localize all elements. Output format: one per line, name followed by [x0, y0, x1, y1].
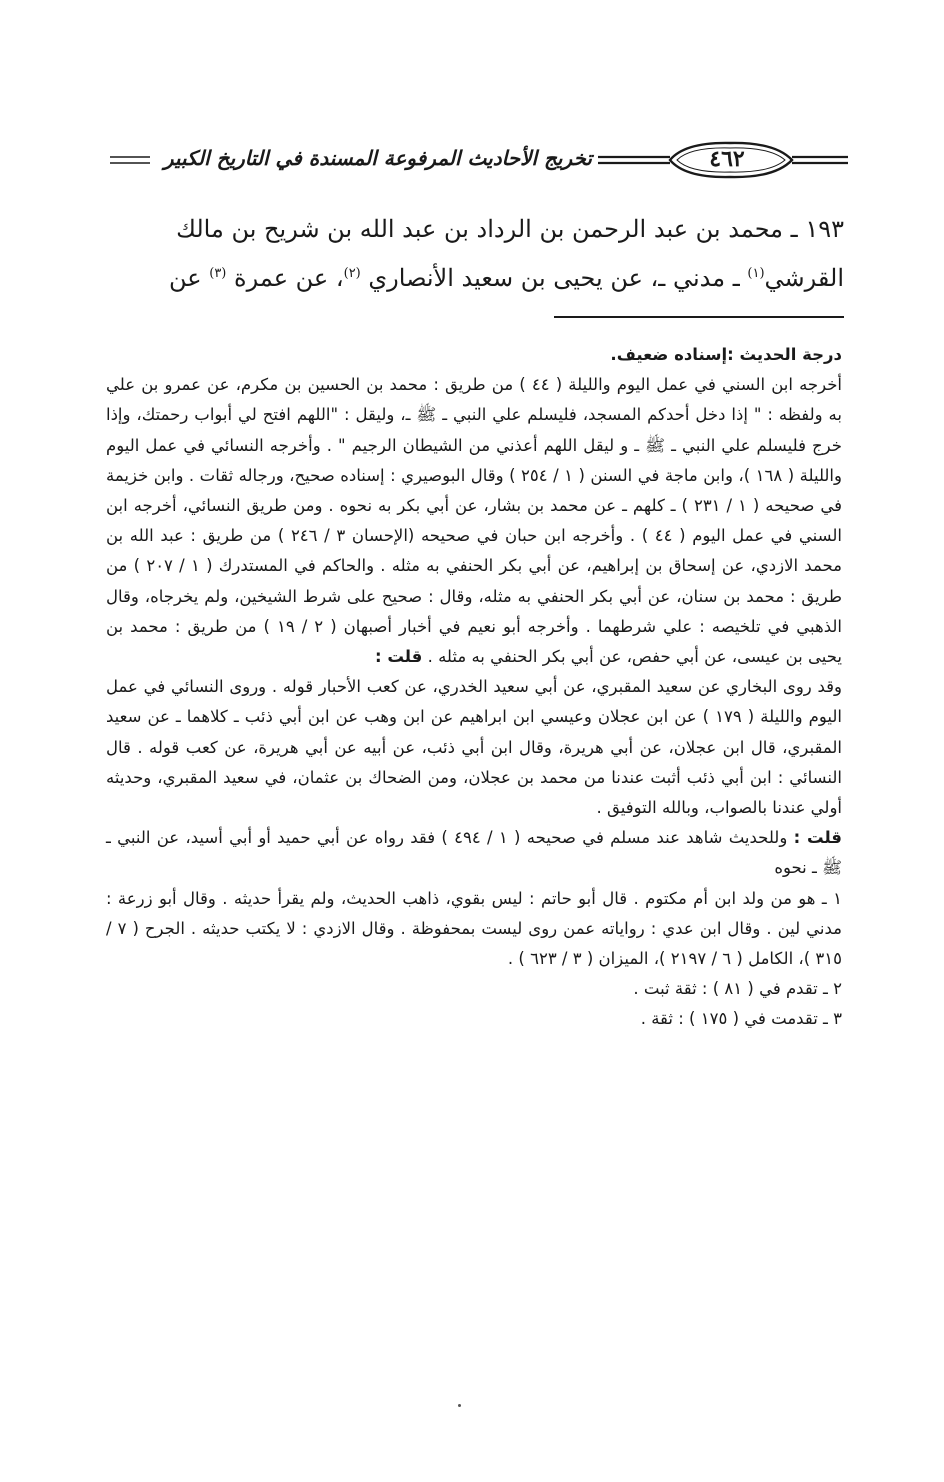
qult-label: قلت : — [374, 647, 423, 667]
running-header — [110, 140, 848, 180]
footnote-text: هو من ولد ابن أم مكتوم . قال أبو حاتم : ليس بقوي، ذاهب الحديث، ولم يقرأ حديثه . وقال أبو زرعة : مدني لين . وقال ابن عدي : رواياته عمن روى ليست بمحفوظة . وقال الازدي : لا يكتب حديثه . الجرح ( ٧ / ٣١٥ )، الكامل ( ٦ / ٢١٩٧ )، الميزان ( ٣ / ٦٢٣ ) . — [106, 888, 842, 969]
page-number: ٤٦٢ — [709, 146, 745, 172]
narration-paragraph: وقد روى البخاري عن سعيد المقبري، عن أبي سعيد الخدري، عن كعب الأحبار قوله . وروى النسائي في عمل اليوم والليلة ( ١٧٩ ) عن ابن عجلان وعيسي ابن ابراهيم عن ابن وهب عن ابن أبي ذئب ـ كلاهما ـ عن سعيد المقبري، قال ابن عجلان، عن أبي هريرة، وقال ابن أبي ذئب، عن أبيه عن أبي هريرة، عن كعب قوله . قال النسائي : ابن أبي ذئب أثبت عندنا من محمد بن عجلان، ومن الضحاك بن عثمان، في سعيد المقبري، وحديثه أولي عندنا بالصواب، وبالله التوفيق . — [106, 677, 842, 818]
entry-text: ، عن عمرة — [226, 264, 344, 292]
footnote-text: تقدم في ( ٨١ ) : ثقة ثبت . — [633, 979, 818, 999]
footnote-ref-2[interactable]: (٢) — [343, 266, 361, 281]
witness-paragraph — [106, 823, 842, 883]
footnote-divider — [554, 316, 844, 318]
notes-section — [106, 340, 842, 1035]
footnote-number: ٢ ـ — [823, 979, 842, 999]
header-title: تخريج الأحاديث المرفوعة المسندة في التاريخ الكبير — [158, 146, 598, 170]
footnote-item — [106, 884, 842, 975]
footnote-item — [106, 974, 842, 1004]
footnote-number: ٣ ـ — [823, 1009, 842, 1029]
scan-speck — [458, 1404, 461, 1407]
footnote-number: ١ ـ — [821, 888, 842, 908]
entry-line-1: ١٩٣ ـ محمد بن عبد الرحمن بن الرداد بن عبد الله بن شريح بن مالك — [176, 215, 844, 243]
entry-text: القرشي — [764, 264, 844, 292]
takhrij-paragraph — [106, 370, 842, 672]
hadith-grade: درجة الحديث :إسناده ضعيف. — [610, 345, 842, 364]
footnote-ref-3[interactable]: (٣) — [209, 266, 227, 281]
witness-text: وللحديث شاهد عند مسلم في صحيحه ( ١ / ٤٩٤ ) فقد رواه عن أبي حميد أو أبي أسيد، عن النبي ـ ﷺ ـ نحوه — [106, 828, 842, 878]
footnote-ref-1[interactable]: (١) — [747, 266, 765, 281]
footnote-list — [106, 884, 842, 1035]
footnote-item — [106, 1004, 842, 1034]
footnote-text: تقدمت في ( ١٧٥ ) : ثقة . — [640, 1009, 818, 1029]
entry-text: عن — [169, 264, 210, 292]
entry-line-2 — [108, 254, 844, 303]
takhrij-text: أخرجه ابن السني في عمل اليوم والليلة ( ٤٤ ) من طريق : محمد بن الحسين بن مكرم، عن عمرو بن علي به ولفظه : " إذا دخل أحدكم المسجد، فليسلم علي النبي ـ ﷺ ـ، وليقل : "اللهم افتح لي أبواب رحمتك، وإذا خرج فليسلم علي النبي ـ ﷺ ـ و ليقل اللهم أعذني من الشيطان الرجيم " . وأخرجه النسائي في عمل اليوم والليلة ( ١٦٨ )، وابن ماجة في السنن ( ١ / ٢٥٤ ) وقال البوصيري : إسناده صحيح، ورجاله ثقات . وابن خزيمة في صحيحه ( ١ / ٢٣١ ) ـ كلهم ـ عن محمد بن بشار، عن أبي بكر به نحوه . ومن طريق النسائي، أخرجه ابن السني في عمل اليوم ( ٤٤ ) . وأخرجه ابن حبان في صحيحه (الإحسان ٣ / ٢٤٦ ) من طريق : عبد الله بن محمد الازدي، عن إسحاق بن إبراهيم، عن أبي بكر الحنفي به مثله . والحاكم في المستدرك ( ١ / ٢٠٧ ) من طريق : محمد بن سنان، عن أبي بكر الحنفي به مثله، وقال : صحيح على شرط الشيخين، ولم يخرجاه، وقال الذهبي في تلخيصه : علي شرطهما . وأخرجه أبو نعيم في أخبار أصبهان ( ٢ / ١٩ ) من طريق : محمد بن يحيى بن عيسى، عن أبي حفص، عن أبي بكر الحنفي به مثله . — [106, 375, 843, 667]
qult-label: قلت : — [793, 828, 842, 848]
hadith-entry — [108, 205, 844, 303]
entry-text: ـ مدني ـ، عن يحيى بن سعيد الأنصاري — [360, 264, 748, 292]
